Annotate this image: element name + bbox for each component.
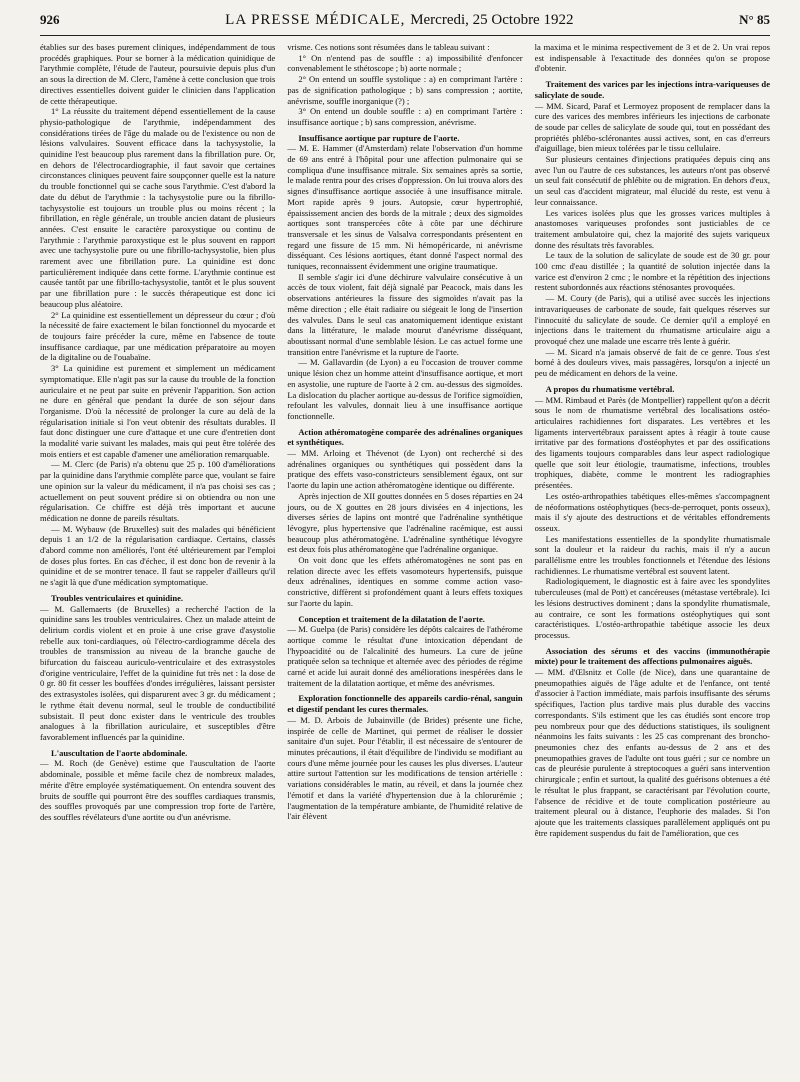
page-header: [40, 12, 770, 36]
paragraph: Il semble s'agir ici d'une déchirure valvulaire consécutive à un accès de toux violent, fait déjà signalé par Peacock, mais dans les observations antérieures la fissure des sigmoïdes n'avait pas la même direction ; elle était radiaire ou siégeait le long de l'insertion des valvules. Dans le seul cas anatomiquement identique existant dans la littérature, le malade mourut d'anévrisme disséquant, aboutissant normal d'une semblable lésion. Le cas actuel forme une transition entre l'anévrisme et la rupture de l'aorte.: [287, 271, 523, 357]
paragraph: 1° La réussite du traitement dépend essentiellement de la cause physio-pathologique de l'arythmie, indépendamment des considérations tirées de l'âge du malade ou de l'existence ou non de lésions valvulaires. Souvent efficace dans la tachysystolie, la quinidine l'est beaucoup plus rarement dans la fibrillation pure. Or, en dehors de l'électrocardiographie, il faut savoir que certaines circonstances cliniques peuvent faire soupçonner quelle est la nature du trouble fonctionnel qui se cache sous l'arythmie. C'est d'abord la date du début de l'arythmie : la tachysystolie pure ou la fibrillo-tachysystolie est toujours un trouble plus ou moins récent ; la fibrillation, en règle générale, un trouble ancien datant de plusieurs années. C'est ensuite le caractère paroxystique ou continu de l'arythmie : l'arythmie paroxystique est le plus souvent en rapport avec une tachysystolie pure ou une fibrillo-tachysystolie, bien plus rarement avec une fibrillation pure. La quinidine est donc particulièrement indiquée dans cette forme. L'arythmie continue est causée tantôt par une fibrillo-tachysystolie, tantôt et le plus souvent par une fibrillation pure : le succès thérapeutique est donc ici beaucoup plus aléatoire.: [40, 106, 276, 309]
paragraph: — M. Gallemaerts (de Bruxelles) a recherché l'action de la quinidine sans les troubles ventriculaires. Chez un malade atteint de delirium cordis violent et en proie à une crise grave d'asystolie rebelle aux toni-cardiaques, où l'électro-cardiogramme décela des troubles de transmission au niveau de la branche gauche de bifurcation du faisceau auriculo-ventriculaire et des extrasystoles d'origine ventriculaire, l'effet de la quinidine fut très net : la dose de 0 gr. 80 fit cesser les bouffées d'ondes irrégulières, laissant persister des extrasystoles isolées, qui disparurent avec 3 gr. du médicament ; le rythme était devenu normal, seul le trouble de conductibilité subsistait. Il peut donc exister dans le ventricule des troubles analogues à la fibrillation auriculaire, et susceptibles d'être favorablement influencés par la quinidine.: [40, 603, 276, 742]
issue-number: N° 85: [739, 12, 770, 27]
paragraph: — MM. Rimbaud et Parès (de Montpellier) rappellent qu'on a décrit sous le nom de rhumatisme vertébral des localisations ostéo-articulaires rachidiennes fort disparates. Les vertèbres et les ligaments intervertébraux paraissent aptes à réagir à toute cause irritative par des formations d'ostéophytes et par des ossifications des ligaments toujours comparables dans leur aspect radiologique quelle que soit leur étiologie, traumatisme, infections, troubles trophiques, diabète, comme le montrent les radiographies présentées.: [534, 394, 770, 491]
paragraph: Sur plusieurs centaines d'injections pratiquées depuis cinq ans avec l'un ou l'autre de ces substances, les auteurs n'ont pas observé un seul fait consécutif de phlébite ou de migration. En dehors d'eux, un seul cas d'accident migrateur, mal élucidé du reste, est venu à leur connaissance.: [534, 154, 770, 207]
paragraph: vrisme. Ces notions sont résumées dans le tableau suivant :: [287, 42, 490, 52]
paragraph: — M. Sicard n'a jamais observé de fait de ce genre. Tous s'est borné à des douleurs vives, mais passagères, lorsqu'on a injecté un peu de médicament en dehors de la veine.: [534, 346, 770, 379]
paragraph: — M. Coury (de Paris), qui a utilisé avec succès les injections intravariqueuses de carbonate de soude, fait quelques réserves sur l'innocuité du salicylate de soude. Ce dernier qu'il a employé en injections dans le traitement du rhumatisme articulaire aigu a provoqué chez une malade une escarre très lente à guérir.: [534, 293, 770, 346]
issue-date: Mercredi, 25 Octobre 1922: [410, 12, 574, 28]
text-columns: [40, 42, 770, 1072]
paragraph: On voit donc que les effets athéromatogènes ne sont pas en relation directe avec les effets vasomoteurs hypertensifs, puisque deux adrénalines, identiques en somme comme action vaso-constrictive, diffèrent si profondément quant à leurs effets toxiques sur l'aorte du lapin.: [287, 555, 523, 608]
section-heading: Association des sérums et des vaccins (immunothérapie mixte) pour le traitement des affections pulmonaires aiguës.: [534, 645, 770, 667]
column-right: [535, 42, 770, 1072]
paragraph: 2° On entend un souffle systolique : a) en comprimant l'artère : pas de signification pathologique ; b) sans compression ; aortite, anévrisme, souffle inorganique (?) ;: [287, 74, 523, 106]
paragraph: Les ostéo-arthropathies tabétiques elles-mêmes s'accompagnent de néoformations ostéophytiques (becs-de-perroquet, ponts osseux), mais il s'y ajoute des destructions et de véritables effondrements osseux.: [534, 490, 770, 533]
paragraph: — M. Gallavardin (de Lyon) a eu l'occasion de trouver comme unique lésion chez un homme atteint d'insuffisance aortique, et mort en asystolie, une rupture de l'aorte à 2 cm. au-dessus des sigmoïdes. La dislocation du placher aortique au-dessus de l'orifice sigmoïdien, refoulant les valvules, donnait lieu à une insuffisance aortique fonctionnelle.: [287, 357, 523, 421]
paragraph: Les manifestations essentielles de la spondylite rhumatismale sont la douleur et la raideur du rachis, mais il n'y a aucun parallélisme entre les troubles fonctionnels et l'étendue des lésions rachidiennes. Le rhumatisme vertébral est souvent latent.: [534, 533, 770, 576]
column-left: [40, 42, 275, 1072]
paragraph: Après injection de XII gouttes données en 5 doses réparties en 24 jours, ou de X gouttes en 28 jours divisées en 4 injections, les diverses séries de lapins ont montré que l'adrénaline synthétique lévogyre, plus hypertensive que l'adrénaline racémique, est aussi beaucoup plus athéromatogène. L'adrénaline synthétique lévogyre est deux fois plus athéromatogène que l'adrénaline organique.: [287, 490, 523, 555]
section-heading: Exploration fonctionnelle des appareils cardio-rénal, sanguin et digestif pendant les cures thermales.: [287, 693, 523, 715]
paragraph: — M. Clerc (de Paris) n'a obtenu que 25 p. 100 d'améliorations par la quinidine dans l'arythmie complète parce que, voulant se faire une opinion sur la valeur du médicament, il n'a pas choisi ses cas ; actuellement on peut souvent prédire si on obtiendra ou non une régularisation. Ce chiffre est déjà très important et aucune médication ne donne de pareils résultats.: [40, 459, 276, 523]
column-middle: [287, 42, 522, 1072]
paragraph: — MM. d'Œlsnitz et Colle (de Nice), dans une quarantaine de pneumopathies aiguës de l'âge adulte et de l'enfance, ont tenté d'associer à l'action immédiate, mais parfois insuffisante des sérums spécifiques, l'action plus tardive mais plus durable des vaccins correspondants. S'ils estiment que les cas étudiés sont encore trop peu nombreux pour que des déductions statistiques, ils soulignent néanmoins les faits suivants : les 25 cas comprenant des broncho-pneumonies chez des enfants au-dessus de 2 ans et des pneumopathies graves de l'adulte ont tous guéri ; sur ce nombre un cas de pleurésie purulente à streptocoques a guéri sans intervention chirurgicale ; enfin et surtout, la qualité des guérisons obtenues a été le résultat le plus frappant, se caractérisant par l'évolution courte, l'absence de récidive et de toute complication postérieure au traitement pleural ou à distance, l'euphorie des malades. Si l'on ajoute que les traitements classiques parallèlement appliqués ont pu être rapidement suspendus du fait de l'amélioration, que ces: [534, 667, 770, 838]
section-heading: Troubles ventriculaires et quinidine.: [51, 592, 184, 603]
section-heading: L'auscultation de l'aorte abdominale.: [51, 747, 188, 758]
page-number: 926: [40, 12, 60, 27]
paragraph: — M. E. Hammer (d'Amsterdam) relate l'observation d'un homme de 69 ans entré à l'hôpital pour une affection pulmonaire qui se compliqua d'une insuffisance mitrale. Six semaines après sa sortie, le malade rentra pour des crises d'oppression. On lui trouva alors des signes d'insuffisance aortique associée à une insuffisance mitrale. Mort rapide après 9 jours. Autopsie, cœur hypertrophié, épaississement ancien des bords de la mitrale ; deux des sigmoïdes aortiques sont transpercées côte à côte par une déchirure transversale et les sinus de Valsalva correspondants présentent en regard une fissure de 15 mm. Ni hémopéricarde, ni anévrisme disséquant. Ces lésions aortiques, étant donné l'aspect normal des tuniques, reconnaissent évidemment une origine traumatique.: [287, 143, 523, 272]
paragraph: — MM. Arloing et Thévenot (de Lyon) ont recherché si des adrénalines organiques ou synthétiques qui possèdent dans la pratique des effets vaso-constricteurs sensiblement égaux, ont sur l'aorte du lapin une action athéromatogène identique ou différente.: [287, 448, 523, 491]
paragraph: — M. D. Arbois de Jubainville (de Brides) présente une fiche, inspirée de celle de Martinet, qui permet de réaliser le dossier sanitaire d'un sujet. Pour l'établir, il est nécessaire de s'entourer de minutes précautions, il était d'équilibre de l'individu se modifiant au cours d'une même journée pour les causes les plus diverses. L'auteur attire surtout l'attention sur les modifications de tension artérielle : variations considérables le matin, au réveil, et dans la journée chez l'émotif et dans la variété d'hypertension due à la chlorurémie ; l'augmentation de la température ambiante, de l'humidité relative de l'air élèvent: [287, 714, 523, 822]
paragraph: Les varices isolées plus que les grosses varices multiples à anastomoses variqueuses profondes sont justiciables de ce traitement ambulatoire qui, chez la majorité des sujets variqueux donne des résultats très favorables.: [534, 207, 770, 250]
section-heading: Action athéromatogène comparée des adrénalines organiques et synthétiques.: [287, 426, 523, 448]
paragraph: — M. Wybauw (de Bruxelles) suit des malades qui bénéficient depuis 1 an 1/2 de la régularisation cardiaque. Certains, classés d'abord comme non améliorés, l'ont été ultérieurement par l'emploi de doses plus fortes. En cas d'échec, il est donc bon de revenir à la quinidine et de se montrer tenace. Il faut se rappeler d'ailleurs qu'il ne s'agit là que d'une médication symptomatique.: [40, 523, 276, 588]
paragraph: Le taux de la solution de salicylate de soude est de 30 gr. pour 100 cmc d'eau distillée ; la quantité de solution injectée dans la varice est d'environ 2 cmc ; le nombre et la répétition des injections restent subordonnés aux réactions sténosantes provoquées.: [534, 250, 770, 293]
paragraph: 3° On entend un double souffle : a) en comprimant l'artère : insuffisance aortique ; b) sans compression, anévrisme.: [287, 106, 523, 127]
journal-title: [225, 12, 573, 29]
paragraph: 2° La quinidine est essentiellement un dépresseur du cœur ; d'où la nécessité de faire exactement le bilan fonctionnel du myocarde et de toujours faire précéder la cure, même en l'absence de toute insuffisance cardiaque, par une médication préparatoire au moyen de la digitaline ou de l'ouabaïne.: [40, 309, 276, 363]
journal-name: LA PRESSE MÉDICALE,: [225, 12, 406, 28]
section-heading: Insuffisance aortique par rupture de l'aorte.: [298, 132, 460, 143]
paragraph: la maxima et le minima respectivement de 3 et de 2. Un vrai repos est indispensable à l'exactitude des données qu'on se propose d'obtenir.: [534, 42, 770, 74]
section-heading: A propos du rhumatisme vertébral.: [545, 383, 675, 394]
paragraph: — MM. Sicard, Paraf et Lermoyez proposent de remplacer dans la cure des varices des membres inférieurs les injections de carbonate de soude par celles de salicylate de soude qui, tout en possédant des propriétés phlébo-scléronantes aussi actives, sont, en cas d'erreurs d'aiguillage, bien mieux tolérées par le tissu cellulaire.: [534, 100, 770, 154]
section-heading: Traitement des varices par les injections intra-variqueuses de salicylate de soude.: [534, 79, 770, 100]
paragraph: établies sur des bases purement cliniques, indépendamment de tous procédés graphiques. Pour se borner à la médication quinidique de l'arythmie complète, l'étude de l'auteur, poursuivie depuis plus d'un an sous la direction de M. Clerc, l'amène à cette conclusion que trois directives essentielles doivent guider le clinicien dans l'application de cette thérapeutique.: [40, 42, 276, 106]
paragraph: — M. Roch (de Genève) estime que l'auscultation de l'aorte abdominale, possible et même facile chez de nombreux malades, mérite d'être employée systématiquement. On entendra souvent des bruits de souffle qui pourront être des souffles cardiaques transmis, des souffles provoqués par une compression trop forte de l'artère, des souffles révélateurs d'une aortite ou d'un anévrisme.: [40, 758, 276, 822]
paragraph: Radiologiquement, le diagnostic est à faire avec les spondylites tuberculeuses (mal de Pott) et cancéreuses (métastase vertébrale). Ici les lésions destructives dominent ; dans la spondylite rhumatismale, au contraire, ce sont les formations ostéophytiques qui sont caractéristiques. L'ostéo-arthropathie tabétique associe les deux processus.: [534, 576, 770, 640]
paragraph: 1° On n'entend pas de souffle : a) impossibilité d'enfoncer convenablement le sthétoscope ; b) aorte normale ;: [287, 52, 523, 74]
paragraph: — M. Guelpa (de Paris) considère les dépôts calcaires de l'athérome aortique comme le résultat d'une intoxication dépendant de l'hypoacidité ou de l'alcalinité des humeurs. La cure de jeûne pratiquée selon sa technique et alternée avec des périodes de régime carné et acide lui aurait donné des améliorations inespérées dans le traitement de la dilatation aortique, et même des anévrismes.: [287, 624, 523, 688]
paragraph: 3° La quinidine est purement et simplement un médicament symptomatique. Elle n'agit pas sur la cause du trouble de la fonction auriculaire et ne peut par suite en prévenir l'apparition. Son action ne dure en général que pendant la durée de son séjour dans l'organisme. D'où la nécessité de prolonger la cure au delà de la régularisation initiale si l'on veut obtenir des résultats durables. Il faut donc distinguer une cure d'attaque et une cure d'entretien dont la modalité varie suivant les malades, mais qui peut être tolérée des mois entiers et est capable d'amener une amélioration remarquable.: [40, 363, 276, 459]
section-heading: Conception et traitement de la dilatation de l'aorte.: [298, 613, 485, 624]
